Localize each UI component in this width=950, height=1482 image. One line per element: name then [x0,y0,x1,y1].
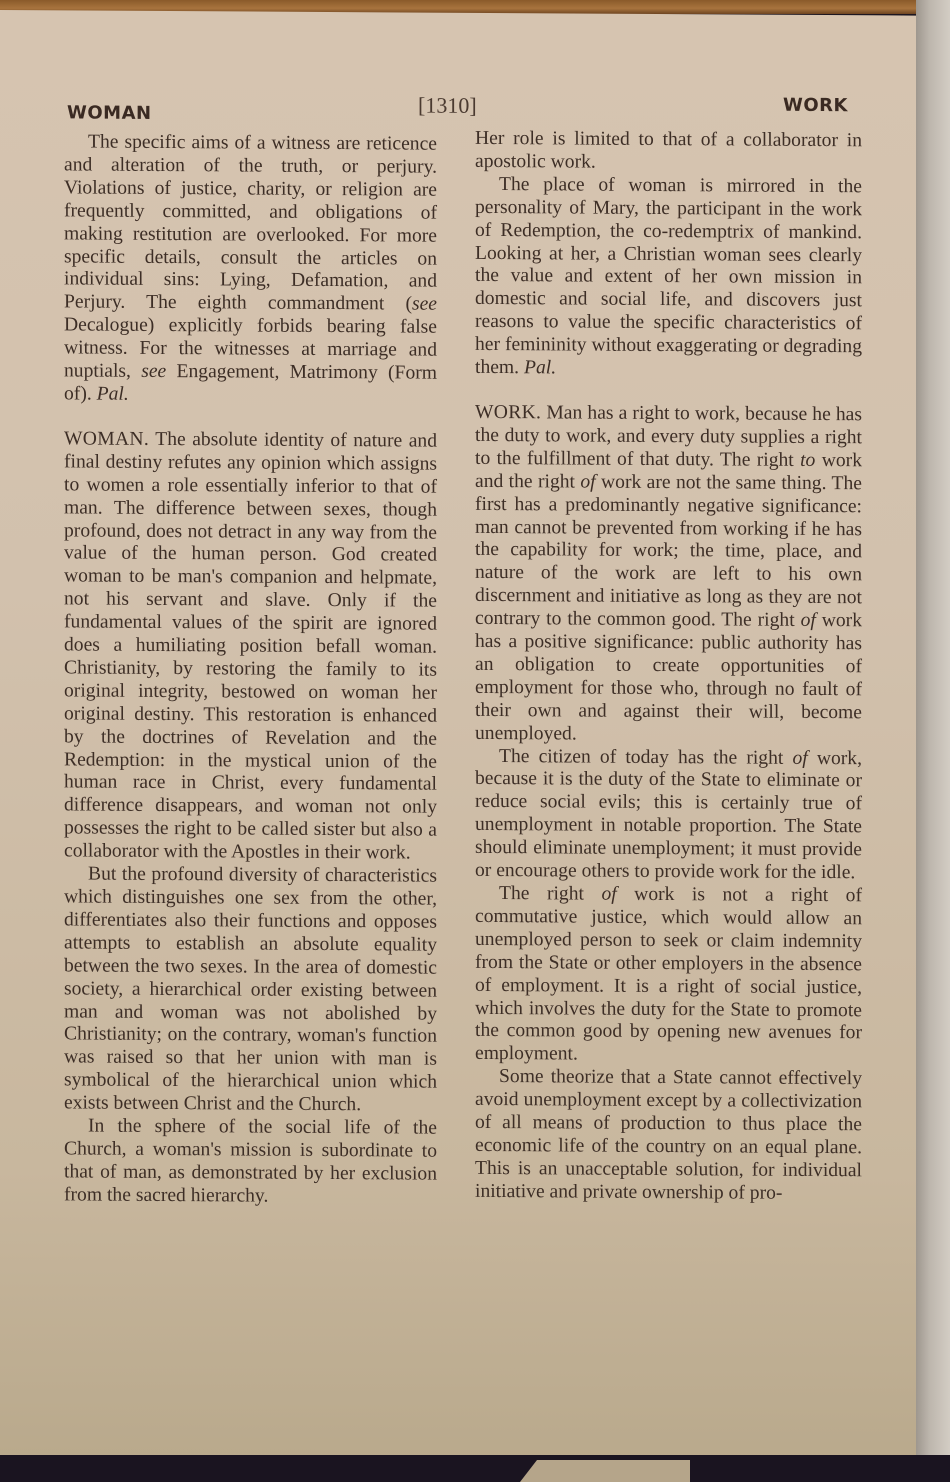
entry-heading-woman: WOMAN. [64,428,150,450]
entry-heading-work: WORK. [475,401,542,424]
woman-entry-paragraph: Her role is limited to that of a collaborator in apostolic work. [475,127,862,173]
page-edge-right [916,0,950,1482]
author-signature: Pal. [523,357,557,379]
woman-entry-paragraph: In the sphere of the social life of the Church, a woman's mission is subordinate to that of man, as demonstrated by her exclusion from the sacred hierarchy. [64,1115,437,1207]
left-column [64,131,437,1209]
woman-entry-paragraph: WOMAN. The absolute identity of nature and final destiny refutes any opinion which assigns to women a role essentially inferior to that of man. The difference between sexes, though profound, does not detract in any way from the value of the human person. God created woman to be man's companion and helpmate, not his servant and slave. Only if the fundamental values of the spirit are ignored does a humiliating position befall woman. Christianity, by restoring the family to its original integrity, bestowed on woman her original destiny. This restoration is enhanced by the doctrines of Revelation and the Redemption: in the mystical union of the human race in Christ, every fundamental difference disappears, and woman not only possesses the right to be called sister but also a collaborator with the Apostles in their work. [64,428,437,864]
woman-entry-paragraph: The place of woman is mirrored in the personality of Mary, the participant in the work of Redemption, the co-redemptrix of mankind. Looking at her, a Christian woman sees clearly the value and extent of her own mission in domestic and social life, and discovers just reasons to value the specific characteristics of her femininity without exaggerating or degrading them. Pal. [475,173,862,379]
book-page [0,10,916,1464]
page-number: [1310] [418,92,477,118]
work-entry-paragraph: The right of work is not a right of commutative justice, which would allow an unemployed person to seek or claim indemnity from the State or other employers in the absence of employment. It is a right of social justice, which involves the duty for the State to promote the common good by opening new avenues for employment. [475,883,862,1065]
woman-entry-paragraph: But the profound diversity of characteristics which distinguishes one sex from the other, differentiates also their functions and opposes attempts to establish an absolute equality between the two sexes. In the area of domestic society, a hierarchical order existing between man and woman was not abolished by Christianity; on the contrary, woman's function was raised so that her union with man is symbolical of the hierarchical union which exists between Christ and the Church. [64,863,437,1116]
work-entry-paragraph: The citizen of today has the right of work, because it is the duty of the State to eliminate or reduce social evils; this is certainly true of unemployment in notable proportion. The State should eliminate unemployment; it must provide or encourage others to provide work for the idle. [475,745,862,884]
witness-entry-continuation: The specific aims of a witness are reticence and alteration of the truth, or perjury. Violations of justice, charity, or religion are frequently committed, and obligations of making restitution are overlooked. For more specific details, consult the articles on individual sins: Lying, Defamation, and Perjury. The eighth commandment (see Decalogue) explicitly forbids bearing false witness. For the witnesses at marriage and nuptials, see Engagement, Matrimony (Form of). Pal. [64,131,438,405]
running-head-left: WOMAN [67,102,152,124]
work-entry-paragraph: Some theorize that a State cannot effectively avoid unemployment except by a collectivization of all means of production to thus place the economic life of the country on an equal plane. This is an unacceptable solution, for individual initiative and private ownership of pro- [475,1066,862,1204]
author-signature: Pal. [96,383,129,405]
running-head-right: WORK [783,94,848,117]
right-column [475,128,862,1206]
background-object [520,1460,690,1482]
background-below-page [0,1455,950,1482]
work-entry-paragraph: WORK. Man has a right to work, because he has the duty to work, and every duty supplies a right to the fulfillment of that duty. The right to work and the right of work are not the same thing. The first has a predominantly negative significance: man cannot be prevented from working if he has the capability for work; the time, place, and nature of the work are left to his own discernment and initiative as long as they are not contrary to the common good. The right of work has a positive significance: public authority has an obligation to create opportunities of employment for those who, through no fault of their own and against their will, become unemployed. [475,401,863,745]
